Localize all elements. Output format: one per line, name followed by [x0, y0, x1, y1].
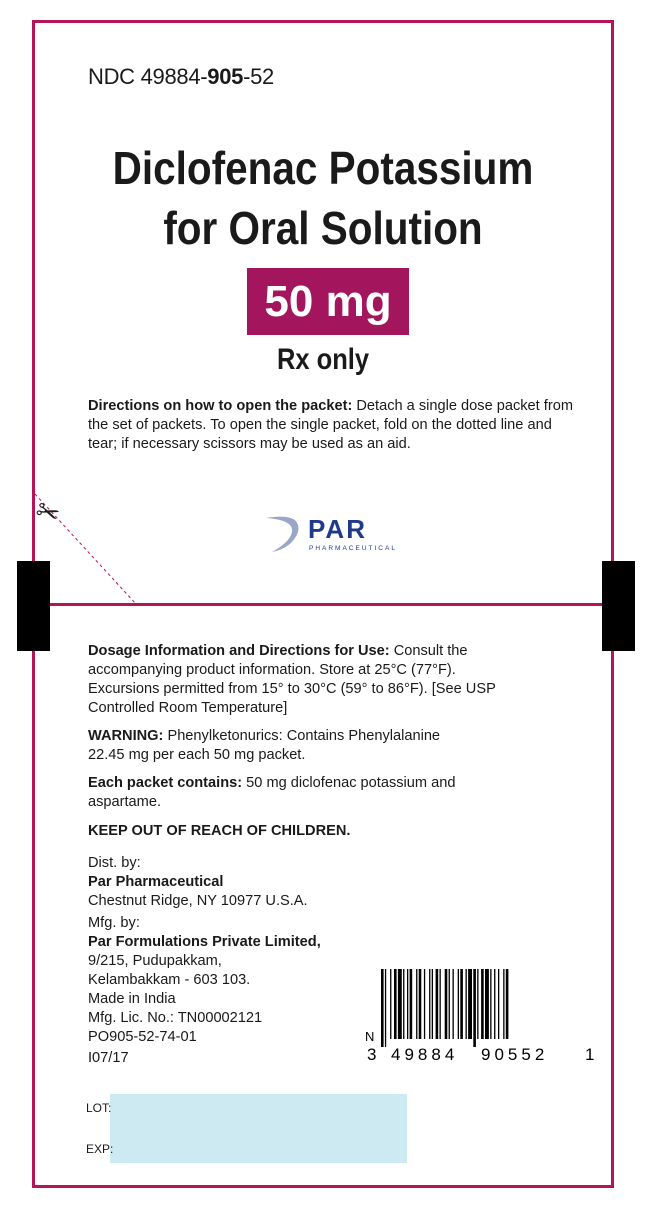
barcode-bar — [410, 969, 413, 1039]
barcode-bar — [416, 969, 417, 1039]
barcode-bar — [419, 969, 422, 1039]
barcode-bar — [468, 969, 472, 1039]
keep-out-warning: KEEP OUT OF REACH OF CHILDREN. — [88, 823, 351, 839]
barcode-bar — [477, 969, 478, 1039]
license-block: Mfg. Lic. No.: TN00002121 PO905-52-74-01 I07/17 — [88, 1010, 263, 1066]
barcode-bar — [466, 969, 467, 1039]
barcode-bar — [385, 969, 386, 1047]
barcode-bar — [398, 969, 402, 1039]
barcode-bar — [436, 969, 439, 1039]
svg-text:1: 1 — [585, 1045, 595, 1064]
manufacturer-block: Mfg. by: Par Formulations Private Limited, 9/215, Pudupakkam, Kelambakkam - 603 103. Made in India — [88, 915, 321, 1007]
barcode-bar — [432, 969, 433, 1039]
strength-badge: 50 mg — [247, 268, 409, 335]
svg-text:49884: 49884 — [391, 1045, 459, 1064]
ndc-number: NDC 49884-905-52 — [88, 64, 274, 89]
barcode-bar — [490, 969, 491, 1039]
svg-text:N: N — [365, 1029, 375, 1044]
barcode-bar — [498, 969, 499, 1039]
barcode-bar — [481, 969, 484, 1039]
barcode-bar — [390, 969, 391, 1039]
logo-sub: PHARMACEUTICAL — [309, 545, 397, 552]
barcode-bar — [453, 969, 454, 1039]
barcode-bar — [381, 969, 384, 1047]
logo-name: PAR — [308, 514, 367, 544]
barcode-bar — [407, 969, 408, 1039]
barcode-bar — [485, 969, 489, 1039]
par-logo — [262, 512, 412, 554]
title-line-1: Diclofenac Potassium — [112, 142, 534, 194]
barcode-bar — [506, 969, 509, 1039]
title-line-2: for Oral Solution — [163, 202, 483, 254]
barcode-bar — [458, 969, 459, 1039]
barcode-bar — [449, 969, 450, 1039]
warning-text: WARNING: Phenylketonurics: Contains Phenylalanine 22.45 mg per each 50 mg packet. — [88, 728, 441, 763]
barcode-bar — [503, 969, 504, 1039]
lot-label: LOT: — [86, 1101, 112, 1115]
barcode-bar — [424, 969, 425, 1039]
barcode-bar — [394, 969, 397, 1039]
scissors-icon: ✂ — [31, 493, 65, 532]
lot-exp-box — [110, 1094, 407, 1163]
directions-text: Directions on how to open the packet: Detach a single dose packet from the set of packets. To open the single packet, fold on the dotted line and tear; if necessary scissors may be used as an aid. — [88, 398, 573, 452]
dosage-info: Dosage Information and Directions for Use: Consult the accompanying product information. Store at 25°C (77°F). Excursions permitted from 15° to 30°C (59° to 86°F). [See USP Controlled Room Temperature] — [88, 643, 496, 716]
packet-contents: Each packet contains: 50 mg diclofenac potassium and aspartame. — [88, 775, 456, 810]
rx-only: Rx only — [276, 343, 370, 376]
barcode-bar — [460, 969, 463, 1039]
barcode — [365, 965, 597, 1065]
barcode-bar — [494, 969, 495, 1039]
svg-text:3: 3 — [367, 1045, 377, 1064]
distributor-block: Dist. by: Par Pharmaceutical Chestnut Ridge, NY 10977 U.S.A. — [88, 855, 308, 909]
barcode-bar — [473, 969, 476, 1047]
barcode-bar — [440, 969, 441, 1039]
barcode-bar — [403, 969, 404, 1039]
svg-text:90552: 90552 — [481, 1045, 549, 1064]
barcode-bar — [429, 969, 430, 1039]
exp-label: EXP: — [86, 1142, 114, 1156]
barcode-bar — [445, 969, 448, 1039]
